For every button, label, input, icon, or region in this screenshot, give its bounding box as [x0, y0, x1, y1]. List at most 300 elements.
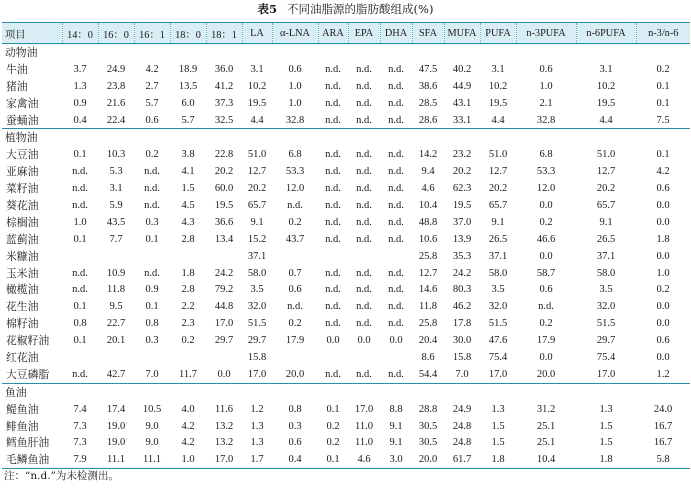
- table-cell: 40.2: [452, 63, 472, 75]
- table-cell: 25.1: [536, 437, 556, 449]
- table-cell: 0.8: [145, 318, 159, 330]
- table-cell: [272, 248, 318, 265]
- table-row: [2, 146, 690, 163]
- table-cell: 4.5: [181, 199, 195, 211]
- table-cell: 20.2: [488, 183, 508, 195]
- table-cell: 23.2: [452, 149, 472, 161]
- table-cell: n.d.: [325, 318, 341, 330]
- table-cell: 7.9: [62, 451, 98, 468]
- table-cell: 17.9: [285, 335, 305, 347]
- table-cell: 20.0: [412, 451, 444, 468]
- table-cell: 1.2: [250, 403, 264, 415]
- table-cell: 0.1: [656, 149, 670, 161]
- row-label: 红花油: [6, 350, 39, 364]
- table-cell: 30.5: [418, 420, 438, 432]
- table-cell: 43.7: [285, 233, 305, 245]
- table-cell: 46.6: [536, 233, 556, 245]
- table-cell: 11.1: [98, 451, 134, 468]
- table-cell: n.d.: [356, 233, 372, 245]
- table-cell: 9.4: [421, 166, 435, 178]
- column-header: n-3PUFA: [516, 23, 576, 44]
- table-cell: 24.9: [452, 403, 472, 415]
- table-cell: [62, 349, 98, 366]
- table-cell: 1.0: [288, 80, 302, 92]
- table-cell: 1.2: [656, 368, 670, 380]
- empty-cell: [318, 383, 348, 400]
- empty-cell: [318, 129, 348, 146]
- table-cell: 0.6: [288, 63, 302, 75]
- empty-cell: [444, 383, 480, 400]
- empty-cell: [272, 44, 318, 61]
- table-cell: 11.8: [107, 284, 125, 296]
- table-cell: 16.7: [653, 437, 673, 449]
- table-cell: [98, 248, 134, 265]
- table-cell: 58.0: [488, 267, 508, 279]
- table-cell: 0.0: [656, 318, 670, 330]
- table-cell: 19.5: [247, 97, 267, 109]
- group-row: [2, 383, 690, 400]
- table-cell: n.d.: [356, 63, 372, 75]
- table-cell: 53.3: [536, 166, 556, 178]
- row-label: 蓝蓟油: [6, 232, 39, 246]
- table-cell: 53.3: [285, 166, 305, 178]
- table-cell: 44.9: [452, 80, 472, 92]
- table-cell: [206, 248, 242, 265]
- table-cell: n.d.: [325, 368, 341, 380]
- table-cell: 28.5: [418, 97, 438, 109]
- table-cell: 13.5: [178, 80, 198, 92]
- table-cell: 47.5: [418, 63, 438, 75]
- row-label: 亚麻油: [6, 165, 39, 179]
- table-cell: 15.2: [247, 233, 267, 245]
- table-cell: 1.3: [73, 80, 87, 92]
- table-cell: 37.1: [596, 250, 616, 262]
- empty-cell: [412, 44, 444, 61]
- row-label: 毛鳞鱼油: [2, 451, 62, 468]
- empty-cell: [242, 129, 272, 146]
- table-cell: 4.4: [599, 114, 613, 126]
- row-label: 大豆油: [6, 148, 39, 162]
- table-cell: 0.0: [539, 250, 553, 262]
- table-cell: 0.1: [326, 403, 340, 415]
- table-cell: 0.3: [288, 420, 302, 432]
- empty-cell: [480, 44, 516, 61]
- table-cell: 9.0: [145, 437, 159, 449]
- table-cell: n.d.: [325, 199, 341, 211]
- table-cell: 46.2: [452, 301, 472, 313]
- table-cell: 58.0: [596, 267, 616, 279]
- table-cell: 0.2: [656, 63, 670, 75]
- table-cell: 4.2: [656, 166, 670, 178]
- table-cell: 22.8: [214, 149, 234, 161]
- table-cell: 25.1: [536, 420, 556, 432]
- table-cell: 19.5: [452, 199, 472, 211]
- table-cell: n.d.: [287, 301, 303, 313]
- column-header: 14：0: [62, 23, 98, 44]
- table-row: [2, 248, 690, 265]
- table-cell: n.d.: [72, 284, 88, 296]
- table-cell: 17.8: [452, 318, 472, 330]
- table-row: [2, 265, 690, 282]
- table-cell: 51.5: [488, 318, 508, 330]
- table-row: [2, 163, 690, 180]
- table-cell: 0.8: [73, 318, 87, 330]
- table-cell: 10.5: [142, 403, 162, 415]
- table-cell: n.d.: [388, 284, 404, 296]
- table-cell: 35.3: [452, 250, 472, 262]
- empty-cell: [576, 44, 636, 61]
- table-cell: 0.0: [357, 335, 371, 347]
- empty-cell: [516, 383, 576, 400]
- table-cell: n.d.: [144, 183, 160, 195]
- table-cell: 4.4: [250, 114, 264, 126]
- table-cell: n.d.: [72, 368, 88, 380]
- table-cell: 0.1: [73, 149, 87, 161]
- column-header: 16：1: [134, 23, 170, 44]
- row-label: 菜籽油: [6, 182, 39, 196]
- table-cell: n.d.: [388, 318, 404, 330]
- table-cell: 3.1: [599, 63, 613, 75]
- row-label: 鳀鱼油: [6, 402, 39, 416]
- table-cell: 24.8: [452, 437, 472, 449]
- table-cell: n.d.: [72, 183, 88, 195]
- header-row: [2, 23, 690, 44]
- table-cell: n.d.: [388, 80, 404, 92]
- table-cell: n.d.: [388, 149, 404, 161]
- table-cell: 0.0: [656, 250, 670, 262]
- table-cell: 1.0: [656, 267, 670, 279]
- table-cell: 47.6: [488, 335, 508, 347]
- empty-cell: [380, 383, 412, 400]
- table-cell: n.d.: [356, 267, 372, 279]
- table-cell: 12.7: [596, 166, 616, 178]
- table-cell: 37.1: [247, 250, 267, 262]
- column-header: MUFA: [444, 23, 480, 44]
- table-cell: 48.8: [418, 216, 438, 228]
- empty-cell: [170, 44, 206, 61]
- table-cell: 2.3: [181, 318, 195, 330]
- table-cell: n.d.: [325, 284, 341, 296]
- empty-cell: [348, 44, 380, 61]
- table-cell: 0.6: [539, 284, 553, 296]
- table-cell: 65.7: [596, 199, 616, 211]
- table-cell: 25.8: [418, 318, 438, 330]
- table-cell: 9.1: [491, 216, 505, 228]
- table-cell: 17.0: [354, 403, 374, 415]
- table-cell: 21.6: [106, 97, 126, 109]
- table-cell: 10.6: [418, 233, 438, 245]
- table-cell: 0.1: [145, 233, 159, 245]
- table-cell: 79.2: [214, 284, 234, 296]
- table-cell: 51.5: [596, 318, 616, 330]
- table-cell: 9.1: [389, 420, 403, 432]
- row-label: 大豆磷脂: [6, 367, 50, 381]
- empty-cell: [412, 129, 444, 146]
- table-caption: [0, 0, 691, 18]
- empty-cell: [272, 383, 318, 400]
- empty-cell: [62, 44, 98, 61]
- table-cell: n.d.: [356, 114, 372, 126]
- group-row: [2, 129, 690, 146]
- table-cell: 1.0: [170, 451, 206, 468]
- empty-cell: [98, 129, 134, 146]
- table-row: [2, 401, 690, 418]
- table-row: [2, 197, 690, 214]
- table-cell: 20.2: [596, 183, 616, 195]
- table-cell: 5.9: [109, 199, 123, 211]
- table-cell: 3.7: [73, 63, 87, 75]
- empty-cell: [412, 383, 444, 400]
- column-header: α-LNA: [272, 23, 318, 44]
- column-header: n-3/n-6: [636, 23, 690, 44]
- table-cell: 0.6: [288, 437, 302, 449]
- table-cell: 13.4: [214, 233, 234, 245]
- table-cell: n.d.: [388, 267, 404, 279]
- table-cell: 58.0: [247, 267, 267, 279]
- table-cell: 43.1: [452, 97, 472, 109]
- table-cell: 0.2: [539, 216, 553, 228]
- row-label: 鳕鱼肝油: [6, 436, 50, 450]
- table-cell: n.d.: [388, 63, 404, 75]
- table-cell: 6.8: [288, 149, 302, 161]
- table-cell: 32.0: [247, 301, 267, 313]
- table-cell: 2.7: [145, 80, 159, 92]
- empty-cell: [380, 129, 412, 146]
- table-cell: 4.3: [181, 216, 195, 228]
- table-cell: 7.4: [73, 403, 87, 415]
- table-row: [2, 281, 690, 298]
- empty-cell: [62, 129, 98, 146]
- row-label: 葵花油: [6, 198, 39, 212]
- table-cell: 2.8: [181, 233, 195, 245]
- table-cell: 0.2: [181, 335, 195, 347]
- table-cell: 0.3: [145, 216, 159, 228]
- empty-cell: [134, 383, 170, 400]
- table-cell: 13.2: [214, 437, 234, 449]
- table-cell: n.d.: [325, 149, 341, 161]
- row-label: 玉米油: [6, 266, 39, 280]
- empty-cell: [134, 44, 170, 61]
- table-cell: 0.1: [656, 97, 670, 109]
- group-row: [2, 44, 690, 61]
- table-cell: 75.4: [488, 351, 508, 363]
- table-cell: 0.2: [288, 318, 302, 330]
- table-cell: 37.0: [452, 216, 472, 228]
- column-header: 18：0: [170, 23, 206, 44]
- table-row: [2, 95, 690, 112]
- table-cell: 36.0: [214, 63, 234, 75]
- column-header: LA: [242, 23, 272, 44]
- table-cell: 2.8: [181, 284, 195, 296]
- table-cell: 20.4: [418, 335, 438, 347]
- table-row: [2, 214, 690, 231]
- table-cell: 17.0: [214, 318, 234, 330]
- table-cell: 9.1: [250, 216, 264, 228]
- table-cell: 31.2: [536, 403, 556, 415]
- table-cell: 9.5: [109, 301, 123, 313]
- table-cell: 1.3: [250, 420, 264, 432]
- empty-cell: [134, 129, 170, 146]
- table-cell: 1.8: [181, 267, 195, 279]
- table-cell: 0.0: [656, 351, 670, 363]
- table-cell: 37.3: [214, 97, 234, 109]
- empty-cell: [170, 383, 206, 400]
- table-cell: 20.2: [452, 166, 472, 178]
- row-label: 米糠油: [6, 249, 39, 263]
- table-cell: 0.1: [145, 301, 159, 313]
- table-cell: 4.0: [181, 403, 195, 415]
- table-cell: 17.0: [247, 368, 267, 380]
- table-cell: 17.0: [488, 368, 508, 380]
- table-cell: n.d.: [388, 216, 404, 228]
- empty-cell: [444, 129, 480, 146]
- table-row: [2, 180, 690, 197]
- table-cell: 7.3: [73, 420, 87, 432]
- table-row: [2, 298, 690, 315]
- table-cell: n.d.: [144, 199, 160, 211]
- empty-cell: [480, 383, 516, 400]
- table-cell: 58.7: [536, 267, 556, 279]
- table-cell: 6.0: [181, 97, 195, 109]
- row-label: 猪油: [6, 79, 28, 93]
- table-cell: 11.0: [355, 420, 373, 432]
- table-cell: 0.8: [288, 403, 302, 415]
- table-cell: 20.2: [214, 166, 234, 178]
- table-cell: 51.0: [488, 149, 508, 161]
- table-cell: 1.0: [288, 97, 302, 109]
- table-cell: 0.0: [539, 351, 553, 363]
- table-cell: 0.6: [288, 284, 302, 296]
- table-cell: n.d.: [356, 216, 372, 228]
- table-cell: 42.7: [106, 368, 126, 380]
- table-cell: 3.5: [599, 284, 613, 296]
- table-cell: 3.1: [250, 63, 264, 75]
- row-label: 蚕蛹油: [6, 113, 39, 127]
- table-cell: 24.2: [452, 267, 472, 279]
- table-cell: n.d.: [356, 183, 372, 195]
- table-cell: 0.1: [73, 301, 87, 313]
- table-cell: 1.7: [242, 451, 272, 468]
- table-cell: [348, 349, 380, 366]
- table-cell: 28.6: [418, 114, 438, 126]
- empty-cell: [170, 129, 206, 146]
- table-cell: n.d.: [356, 80, 372, 92]
- table-cell: n.d.: [325, 233, 341, 245]
- table-cell: [170, 248, 206, 265]
- empty-cell: [62, 383, 98, 400]
- table-cell: 14.6: [418, 284, 438, 296]
- table-cell: 1.3: [599, 403, 613, 415]
- table-cell: 0.0: [217, 368, 231, 380]
- table-cell: 1.8: [480, 451, 516, 468]
- table-row: [2, 231, 690, 248]
- table-cell: n.d.: [388, 199, 404, 211]
- table-cell: 12.0: [285, 183, 305, 195]
- table-cell: n.d.: [325, 301, 341, 313]
- empty-cell: [98, 383, 134, 400]
- table-cell: 24.9: [106, 63, 126, 75]
- table-cell: 10.4: [418, 199, 438, 211]
- table-cell: 0.9: [73, 97, 87, 109]
- table-cell: 15.8: [247, 351, 267, 363]
- table-cell: 3.5: [250, 284, 264, 296]
- table-cell: n.d.: [356, 301, 372, 313]
- table-cell: 17.9: [536, 335, 556, 347]
- table-cell: 3.5: [491, 284, 505, 296]
- table-cell: n.d.: [325, 216, 341, 228]
- table-row: [2, 434, 690, 451]
- table-cell: 0.0: [539, 199, 553, 211]
- table-cell: 4.6: [348, 451, 380, 468]
- table-cell: n.d.: [388, 166, 404, 178]
- table-cell: 7.0: [145, 368, 159, 380]
- table-row: [2, 61, 690, 78]
- table-cell: 26.5: [488, 233, 508, 245]
- empty-cell: [206, 129, 242, 146]
- table-cell: 0.1: [656, 80, 670, 92]
- empty-cell: [636, 383, 690, 400]
- table-cell: 0.0: [656, 301, 670, 313]
- table-row: [2, 332, 690, 349]
- table-cell: 32.8: [536, 114, 556, 126]
- table-cell: 65.7: [488, 199, 508, 211]
- group-label: 植物油: [2, 129, 62, 146]
- table-cell: 5.8: [636, 451, 690, 468]
- column-header: 16：0: [98, 23, 134, 44]
- table-cell: 12.7: [247, 166, 267, 178]
- table-cell: 0.2: [326, 437, 340, 449]
- row-label: 棉籽油: [6, 317, 39, 331]
- table-cell: 0.1: [73, 335, 87, 347]
- table-cell: 22.4: [106, 114, 126, 126]
- table-cell: 29.7: [247, 335, 267, 347]
- table-cell: n.d.: [144, 267, 160, 279]
- table-cell: 7.3: [73, 437, 87, 449]
- table-cell: 12.7: [418, 267, 438, 279]
- table-cell: 0.4: [272, 451, 318, 468]
- group-label: 鱼油: [2, 383, 62, 400]
- table-cell: n.d.: [325, 183, 341, 195]
- table-cell: n.d.: [325, 63, 341, 75]
- table-cell: [318, 349, 348, 366]
- table-cell: 10.2: [596, 80, 616, 92]
- table-cell: 75.4: [596, 351, 616, 363]
- table-cell: 12.0: [536, 183, 556, 195]
- table-cell: n.d.: [388, 97, 404, 109]
- column-header: PUFA: [480, 23, 516, 44]
- empty-cell: [380, 44, 412, 61]
- table-cell: 9.1: [599, 216, 613, 228]
- table-cell: 33.1: [452, 114, 472, 126]
- table-cell: 10.9: [106, 267, 126, 279]
- table-cell: 29.7: [214, 335, 234, 347]
- table-cell: 4.1: [181, 166, 195, 178]
- table-cell: 30.0: [452, 335, 472, 347]
- table-cell: 30.5: [418, 437, 438, 449]
- table-cell: 1.5: [599, 437, 613, 449]
- table-cell: 11.6: [215, 403, 233, 415]
- table-cell: 61.7: [444, 451, 480, 468]
- group-label: 动物油: [2, 44, 62, 61]
- table-cell: n.d.: [356, 149, 372, 161]
- table-cell: n.d.: [72, 199, 88, 211]
- table-cell: 1.5: [491, 420, 505, 432]
- table-cell: 32.0: [596, 301, 616, 313]
- table-number: 表5: [257, 2, 278, 16]
- table-cell: 10.2: [488, 80, 508, 92]
- table-cell: [98, 349, 134, 366]
- table-cell: 0.6: [656, 183, 670, 195]
